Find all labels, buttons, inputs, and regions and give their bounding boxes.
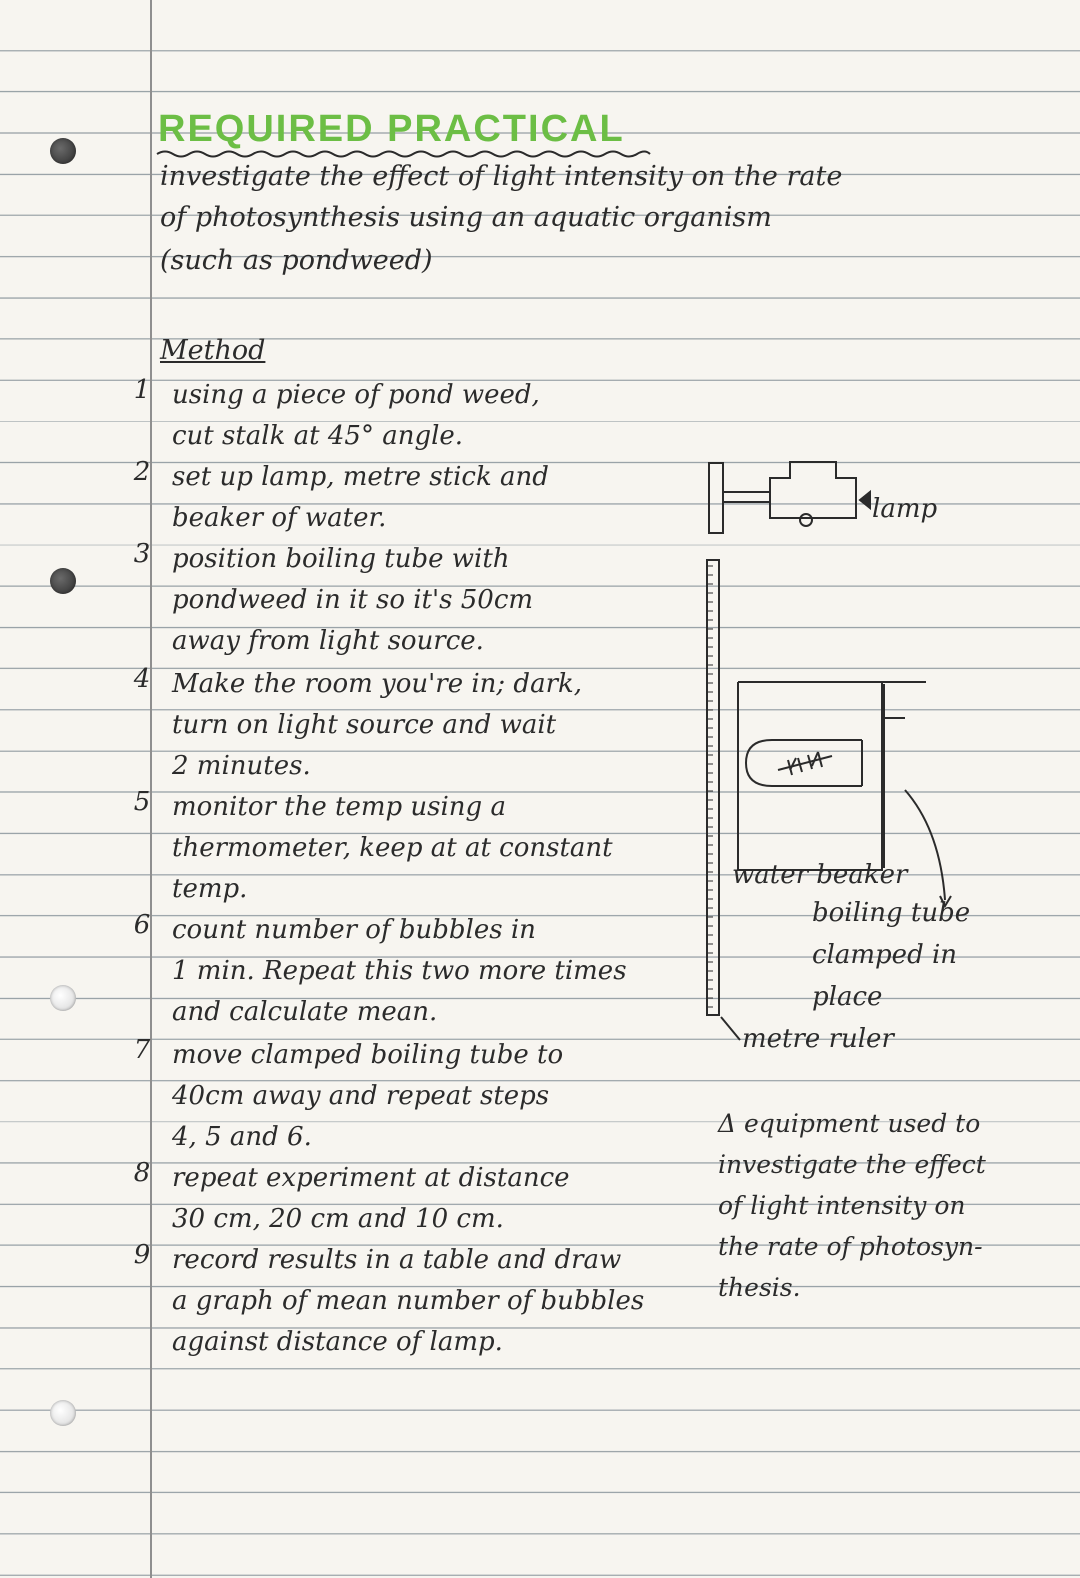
step-line: record results in a table and draw bbox=[172, 1245, 622, 1275]
caption-line: the rate of photosyn- bbox=[718, 1232, 983, 1261]
step-line: 1 min. Repeat this two more times bbox=[172, 956, 627, 986]
aim-line: of photosynthesis using an aquatic organism bbox=[160, 202, 772, 233]
ruler-label: metre ruler bbox=[742, 1024, 894, 1054]
step-number: 9 bbox=[133, 1240, 151, 1270]
step-line: turn on light source and wait bbox=[172, 710, 557, 740]
step-number: 5 bbox=[133, 787, 151, 817]
step-line: and calculate mean. bbox=[172, 997, 438, 1027]
step-line: beaker of water. bbox=[172, 503, 387, 533]
step-number: 8 bbox=[133, 1158, 151, 1188]
step-number: 3 bbox=[133, 539, 151, 569]
step-line: position boiling tube with bbox=[172, 544, 510, 574]
step-line: set up lamp, metre stick and bbox=[172, 462, 549, 492]
lamp-stand-icon bbox=[709, 463, 723, 533]
step-line: away from light source. bbox=[172, 626, 484, 656]
caption-line: thesis. bbox=[718, 1273, 801, 1302]
caption-line: of light intensity on bbox=[718, 1191, 966, 1220]
step-line: Make the room you're in; dark, bbox=[172, 669, 583, 699]
step-line: thermometer, keep at at constant bbox=[172, 833, 613, 863]
caption-line: Δ equipment used to bbox=[718, 1109, 981, 1138]
method-heading: Method bbox=[160, 335, 266, 366]
tube-label: boiling tube bbox=[812, 898, 971, 928]
step-line: a graph of mean number of bubbles bbox=[172, 1286, 645, 1316]
step-line: 40cm away and repeat steps bbox=[172, 1081, 550, 1111]
step-line: using a piece of pond weed, bbox=[172, 380, 540, 410]
step-line: 2 minutes. bbox=[172, 751, 311, 781]
step-line: temp. bbox=[172, 874, 248, 904]
metre-ruler-icon bbox=[707, 560, 719, 1015]
step-line: 30 cm, 20 cm and 10 cm. bbox=[172, 1204, 504, 1234]
step-number: 1 bbox=[133, 375, 151, 405]
step-line: move clamped boiling tube to bbox=[172, 1040, 564, 1070]
caption-line: investigate the effect bbox=[718, 1150, 986, 1179]
step-number: 2 bbox=[133, 457, 151, 487]
step-line: pondweed in it so it's 50cm bbox=[172, 585, 534, 615]
pondweed-icon bbox=[778, 752, 832, 775]
beaker-label: water beaker bbox=[732, 860, 908, 890]
step-line: count number of bubbles in bbox=[172, 915, 536, 945]
step-number: 4 bbox=[133, 664, 151, 694]
aim-line: investigate the effect of light intensity on the rate bbox=[160, 161, 843, 192]
step-line: cut stalk at 45° angle. bbox=[172, 421, 464, 451]
tube-label: clamped in bbox=[812, 940, 958, 970]
step-line: against distance of lamp. bbox=[172, 1327, 503, 1357]
step-line: 4, 5 and 6. bbox=[172, 1122, 312, 1152]
tube-label: place bbox=[812, 982, 883, 1012]
lamp-icon bbox=[770, 462, 856, 518]
page-title: REQUIRED PRACTICAL bbox=[158, 108, 625, 150]
step-line: monitor the temp using a bbox=[172, 792, 506, 822]
aim-line: (such as pondweed) bbox=[160, 245, 433, 276]
lamp-label: lamp bbox=[872, 494, 938, 524]
step-number: 6 bbox=[133, 910, 151, 940]
beaker-icon bbox=[738, 682, 882, 870]
step-number: 7 bbox=[133, 1035, 151, 1065]
step-line: repeat experiment at distance bbox=[172, 1163, 570, 1193]
diagram-caption bbox=[718, 1103, 986, 1308]
